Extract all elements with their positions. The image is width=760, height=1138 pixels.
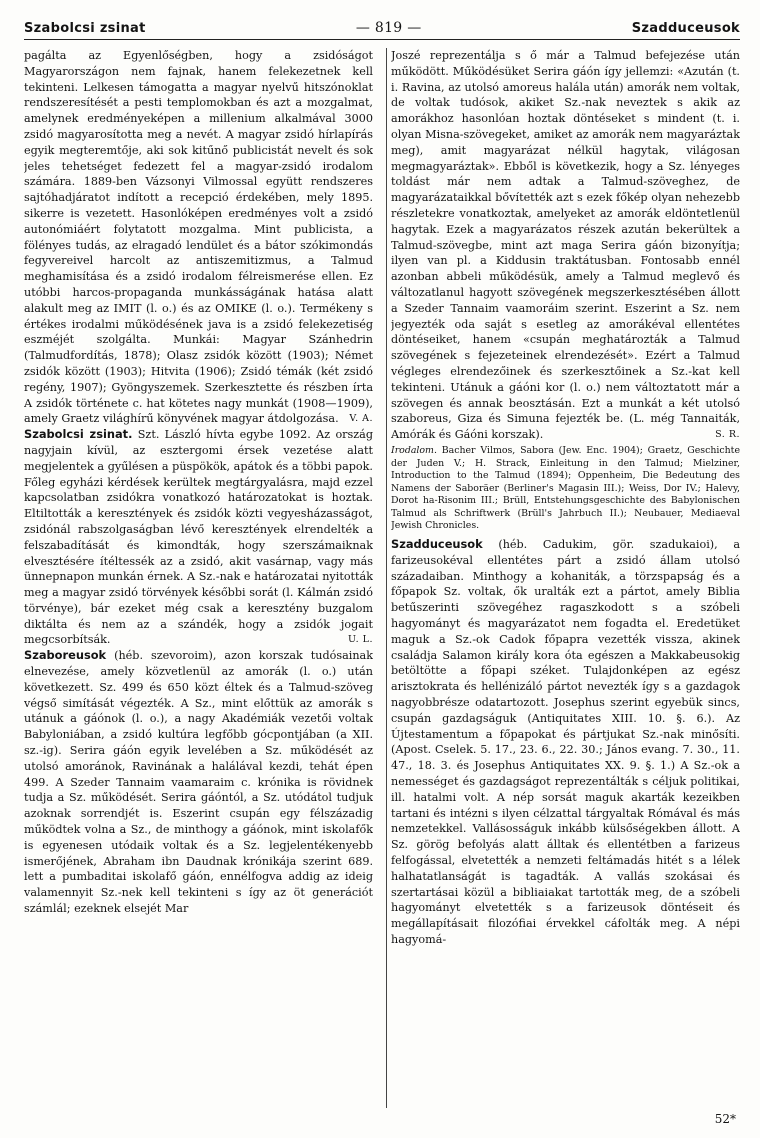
entry-headword: Szabolcsi zsinat.	[24, 427, 133, 442]
paragraph-text: pagálta az Egyenlőségben, hogy a zsidóságot Magyarországon nem fajnak, hanem felekezetnek kell tekinteni. Lelkesen támogatta a magyar nyelvű hitszónoklat rendszeresítését a pesti templomokban és azt a mozgalmat, amelynek eredményeképen a millenium alkalmával 3000 zsidó magyarosította meg a nevét. A magyar zsidó hírlapírás egyik megteremtője, aki sok kitűnő publicistát nevelt és sok jeles tehetséget fedezett fel a magyar-zsidó irodalom számára. 1889-ben Vázsonyi Vilmossal együtt rendszeres sajtóhadjáratot indított a recepció érdekében, mely 1895. sikerre is vezetett. Hasonlóképen eredményes volt a zsidó autonómiáért folytatott mozgalma. Mint publicista, a fölényes tudás, az elragadó lendület és a bátor szókimondás fegyvereivel harcolt az antiszemitizmus, a Talmud meghamisítása és a zsidó irodalom félreismerése ellen. Ez utóbbi harcos-propaganda munkásságának hatása alatt alakult meg az IMIT (l. o.) és az OMIKE (l. o.). Termékeny s értékes irodalmi működésének java is a zsidó felekezetiség eszméjét szolgálta. Munkái: Magyar Szánhedrin (Talmudfordítás, 1878); Olasz zsidók között (1903); Német zsidók között (1903); Hitvita (1906); Zsidó témák (két zsidó regény, 1907); Gyöngyszemek. Szerkesztette és részben írta A zsidók története c. hat kötetes nagy munkát (1908—1909), amely Graetz világhírű könyvének magyar átdolgozása.	[24, 49, 373, 426]
left-column	[24, 48, 373, 1118]
paragraph-text: Joszé reprezentálja s ő már a Talmud befejezése után működött. Működésüket Serira gáón így jellemzi: «Azután (t. i. Ravina, az utolsó amoreus halála után) amorák nem voltak, de voltak tudósok, akiket Sz.-nak neveztek s akik az amorákhoz hasonlóan hoztak döntéseket s mindent (t. i. olyan Misna-szövegeket, amiket az amorák nem magyaráztak meg), amit magyarázat nélkül hagytak, világosan megmagyaráztak». Ebből is következik, hogy a Sz. lényeges toldást már nem adtak a Talmud-szöveghez, de magyarázataikkal bővítették azt s ezek főkép olyan nehezebb részletekre vonatkoztak, amelyeket az amorák eldöntetlenül hagytak. Ezek a magyarázatos részek azután bekerültek a Talmud-szövegbe, mint azt maga Serira gáón bizonyítja; ilyen van pl. a Kiddusin traktátusban. Fontosabb ennél azonban abbeli működésük, amely a Talmud meglevő és változatlanul hagyott szövegének megszerkesztésében állott a Szeder Tannaim vaamoráim szerint. Eszerint a Sz. nem jegyezték oda saját s esetleg az amorákéval ellentétes döntéseiket, hanem «csupán meghatározták a Talmud szövegének s fejezeteinek elrendezését». Ezért a Talmud végleges elrendezőinek és szerkesztőinek a Sz.-kat kell tekinteni. Utánuk a gáóni kor (l. o.) nem változtatott már a szövegen és annak beosztásán. Ezt a munkát a két utolsó szaboreus, Giza és Simuna fejezték be. (L. még Tannaiták, Amórák és Gáóni korszak).	[391, 49, 740, 442]
two-column-body	[24, 48, 740, 1118]
paragraph-continued	[24, 48, 373, 427]
signature-mark: 52*	[714, 1112, 736, 1126]
author-signature: U. L.	[347, 634, 373, 646]
entry-text: (héb. Cadukim, gör. szadukaioi), a farizeusokéval ellentétes párt a zsidó állam utolsó századaiban. Minthogy a kohaniták, a törzspapság és a főpapok Sz. voltak, ők uralták ezt a pártot, amely Biblia betűszerinti szövegéhez ragaszkodott s a szóbeli hagyományt és magyarázatot nem fogadta el. Eredetüket maguk a Sz.-ok Cadok főpapra vezették vissza, akinek családja Salamon király kora óta egészen a Makkabeusokig betöltötte a főpapi széket. Tulajdonképen az egész arisztokrata és hellénizáló pártot nevezték így s a gazdagok nagyobbrésze odatartozott. Josephus szerint egyebük sincs, csupán gazdagságuk (Antiquitates XIII. 10. §. 6.). Az Újtestamentum a főpapokat és pártjukat Sz.-nak minősíti. (Apost. Cselek. 5. 17., 23. 6., 22. 30.; János evang. 7. 30., 11. 47., 18. 3. és Josephus Antiquitates XX. 9. §. 1.) A Sz.-ok a nemességet és gazdagságot reprezentálták s céljuk politikai, ill. hatalmi volt. A nép sorsát maguk akarták kezeikben tartani és intézni s ilyen célzattal tárgyaltak Rómával és más nemzetekkel. Vallásosságuk inkább külsőségekben állott. A Sz. görög befolyás alatt álltak és ellentétben a farizeus felfogással, elvetették a nemzeti feltámadás hitét s a lélek halhatatlanságát is tagadták. A vallás szokásai és szertartásai közül a bibliaiakat tartották meg, de a szóbeli hagyományt elvetették s a farizeusok döntéseit és megállapításait filozófiai érvekkel cáfolták meg. A népi hagyomá-	[391, 538, 740, 946]
entry-szabolcsi-zsinat	[24, 427, 373, 648]
page-number: — 819 —	[355, 20, 422, 36]
right-column	[391, 48, 740, 1118]
entry-szaboreusok	[24, 648, 373, 917]
paragraph-continued	[391, 48, 740, 443]
entry-text: (héb. szevoroim), azon korszak tudósainak elnevezése, amely közvetlenül az amorák (l. o.) után következett. Sz. 499 és 650 közt éltek és a Talmud-szöveg végső simítását végezték. A Sz., mint előttük az amorák s utánuk a gáónok (l. o.), a nagy Akadémiák vezetői voltak Babyloniában, a zsidó kultúra legfőbb gócpontjában (a XII. sz.-ig). Serira gáón egyik levelében a Sz. működését az utolsó amoránok, Ravinának a halálával kezdi, tehát épen 499. A Szeder Tannaim vaamaraim c. krónika is rövidnek tudja a Sz. működését. Serira gáóntól, a Sz. utódátol tudjuk azoknak sorrendjét is. Eszerint csupán egy félszázadig működtek volna a Sz., de minthogy a gáónok, mint iskolafők is egyenesen utódaik voltak és a Sz. legjelentékenyebb ismerőjének, Abraham ibn Daudnak krónikája szerint 689. lett a pumbaditai iskolafő gáón, ennélfogva addig az ideig valamennyit Sz.-nek kell tekinteni s így az öt generációt számlál; ezeknek elsejét Mar	[24, 649, 373, 916]
entry-szadduceusok	[391, 537, 740, 948]
running-header	[24, 0, 740, 40]
header-right-title: Szadduceusok	[631, 21, 740, 36]
author-signature: V. A.	[349, 413, 373, 425]
column-divider	[386, 48, 387, 1108]
entry-headword: Szaboreusok	[24, 648, 107, 663]
author-signature: S. R.	[715, 429, 740, 441]
literature-label: Irodalom.	[391, 444, 437, 456]
literature-text: Bacher Vilmos, Sabora (Jew. Enc. 1904); Graetz, Geschichte der Juden V.; H. Strack, Einleitung in den Talmud; Mielziner, Introduction to the Talmud (1894); Oppenheim, Die Bedeutung des Namens der Saboräer (Berliner's Magasin III.); Weiss, Dor IV.; Halevy, Dorot ha-Risonim III.; Brüll, Entstehungsgeschichte des Babylonischen Talmud als Schriftwerk (Brüll's Jahrbuch II.); Neubauer, Mediaeval Jewish Chronicles.	[391, 444, 740, 532]
header-left-title: Szabolcsi zsinat	[24, 21, 146, 36]
entry-headword: Szadduceusok	[391, 537, 483, 552]
literature-note	[391, 445, 740, 533]
entry-text: Szt. László hívta egybe 1092. Az ország nagyjain kívül, az esztergomi érsek vezetése alatt megjelentek a gyűlésen a püspökök, apátok és a többi papok. Főleg egyházi kérdések kerültek megtárgyalásra, majd ezzel kapcsolatban zsidókra vonatkozó határozatokat is hoztak. Eltiltották a keresztények és zsidók közti vegyesházasságot, zsidónál rabszolgaságban lévő keresztények elrendelték a felszabadítását és kimondták, hogy szerszámaiknak elvesztésére ítéltessék az a zsidó, akit vasárnap, vagy más ünnepnapon munkán érnek. A Sz.-nak e határozatai nyitották meg a magyar zsidó törvények későbbi sorát (l. Kálmán zsidó törvénye), bár ezeket még csak a keresztény buzgalom diktálta és nem az a szándék, hogy a zsidók jogait megcsorbítsák.	[24, 428, 373, 647]
